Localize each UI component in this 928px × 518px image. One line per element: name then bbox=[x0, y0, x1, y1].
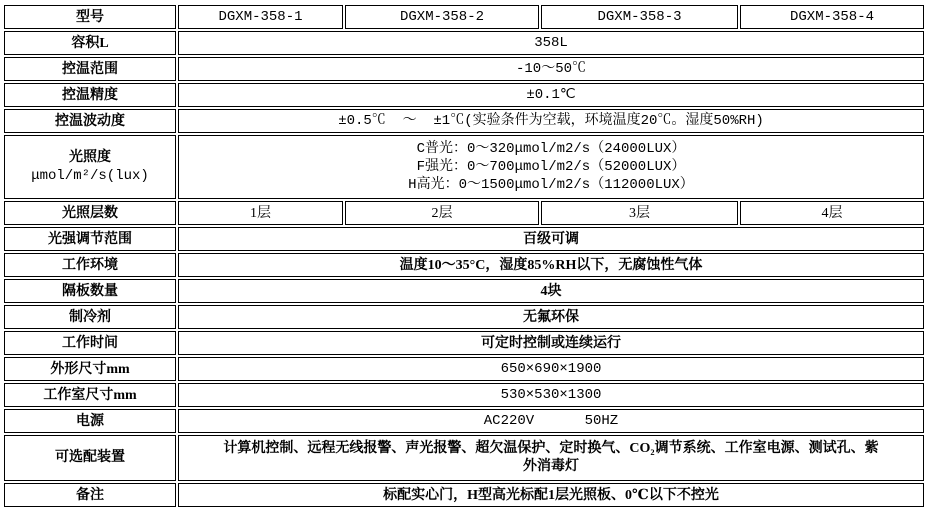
row-label-light-adjust: 光强调节范围 bbox=[4, 227, 176, 251]
illuminance-label-line2: μmol/m²/s(lux) bbox=[31, 168, 149, 184]
row-label-work-time: 工作时间 bbox=[4, 331, 176, 355]
volume-value: 358L bbox=[178, 31, 924, 55]
table-row bbox=[4, 331, 924, 355]
table-row bbox=[4, 227, 924, 251]
notes-value: 标配实心门，H型高光标配1层光照板、0℃以下不控光 bbox=[178, 483, 924, 507]
row-label-temp-fluctuation: 控温波动度 bbox=[4, 109, 176, 133]
spec-table bbox=[2, 3, 926, 509]
power-value: AC220V 50HZ bbox=[178, 409, 924, 433]
row-label-outer-size: 外形尺寸mm bbox=[4, 357, 176, 381]
model-cell-1: DGXM-358-1 bbox=[178, 5, 343, 29]
light-layers-cell-3: 3层 bbox=[541, 201, 738, 225]
shelves-value: 4块 bbox=[178, 279, 924, 303]
table-row bbox=[4, 409, 924, 433]
temp-range-value: -10～50℃ bbox=[178, 57, 924, 81]
table-row bbox=[4, 83, 924, 107]
illuminance-line-c: C普光：0～320μmol/m2/s（24000LUX） bbox=[416, 141, 686, 157]
row-label-illuminance bbox=[4, 135, 176, 199]
row-label-chamber-size: 工作室尺寸mm bbox=[4, 383, 176, 407]
table-row bbox=[4, 109, 924, 133]
model-cell-3: DGXM-358-3 bbox=[541, 5, 738, 29]
table-row bbox=[4, 483, 924, 507]
row-label-environment: 工作环境 bbox=[4, 253, 176, 277]
table-row bbox=[4, 31, 924, 55]
optional-values bbox=[178, 435, 924, 481]
environment-value: 温度10～35°C，湿度85%RH以下，无腐蚀性气体 bbox=[178, 253, 924, 277]
row-label-model: 型号 bbox=[4, 5, 176, 29]
illuminance-values bbox=[178, 135, 924, 199]
table-row bbox=[4, 357, 924, 381]
row-label-refrigerant: 制冷剂 bbox=[4, 305, 176, 329]
light-layers-cell-2: 2层 bbox=[345, 201, 539, 225]
outer-size-value: 650×690×1900 bbox=[178, 357, 924, 381]
row-label-volume: 容积L bbox=[4, 31, 176, 55]
row-label-temp-precision: 控温精度 bbox=[4, 83, 176, 107]
table-row bbox=[4, 57, 924, 81]
model-cell-2: DGXM-358-2 bbox=[345, 5, 539, 29]
illuminance-line-f: F强光：0～700μmol/m2/s（52000LUX） bbox=[416, 159, 686, 175]
table-row bbox=[4, 253, 924, 277]
table-row bbox=[4, 305, 924, 329]
table-row bbox=[4, 279, 924, 303]
temp-fluctuation-value: ±0.5℃ ～ ±1℃(实验条件为空载，环境温度20℃。湿度50%RH) bbox=[178, 109, 924, 133]
row-label-shelves: 隔板数量 bbox=[4, 279, 176, 303]
row-label-power: 电源 bbox=[4, 409, 176, 433]
work-time-value: 可定时控制或连续运行 bbox=[178, 331, 924, 355]
table-row bbox=[4, 435, 924, 481]
illuminance-line-h: H高光：0～1500μmol/m2/s（112000LUX） bbox=[408, 177, 694, 193]
optional-line-2: 外消毒灯 bbox=[523, 459, 579, 474]
row-label-temp-range: 控温范围 bbox=[4, 57, 176, 81]
chamber-size-value: 530×530×1300 bbox=[178, 383, 924, 407]
row-label-optional: 可选配装置 bbox=[4, 435, 176, 481]
optional-line-1: 计算机控制、远程无线报警、声光报警、超欠温保护、定时换气、CO₂调节系统、工作室电源、测试孔、紫 bbox=[223, 441, 879, 456]
table-row bbox=[4, 383, 924, 407]
refrigerant-value: 无氟环保 bbox=[178, 305, 924, 329]
temp-precision-value: ±0.1℃ bbox=[178, 83, 924, 107]
table-row bbox=[4, 201, 924, 225]
model-cell-4: DGXM-358-4 bbox=[740, 5, 924, 29]
table-row bbox=[4, 5, 924, 29]
row-label-light-layers: 光照层数 bbox=[4, 201, 176, 225]
light-layers-cell-4: 4层 bbox=[740, 201, 924, 225]
light-adjust-value: 百级可调 bbox=[178, 227, 924, 251]
table-row bbox=[4, 135, 924, 199]
illuminance-label-line1: 光照度 bbox=[69, 150, 111, 165]
light-layers-cell-1: 1层 bbox=[178, 201, 343, 225]
row-label-notes: 备注 bbox=[4, 483, 176, 507]
